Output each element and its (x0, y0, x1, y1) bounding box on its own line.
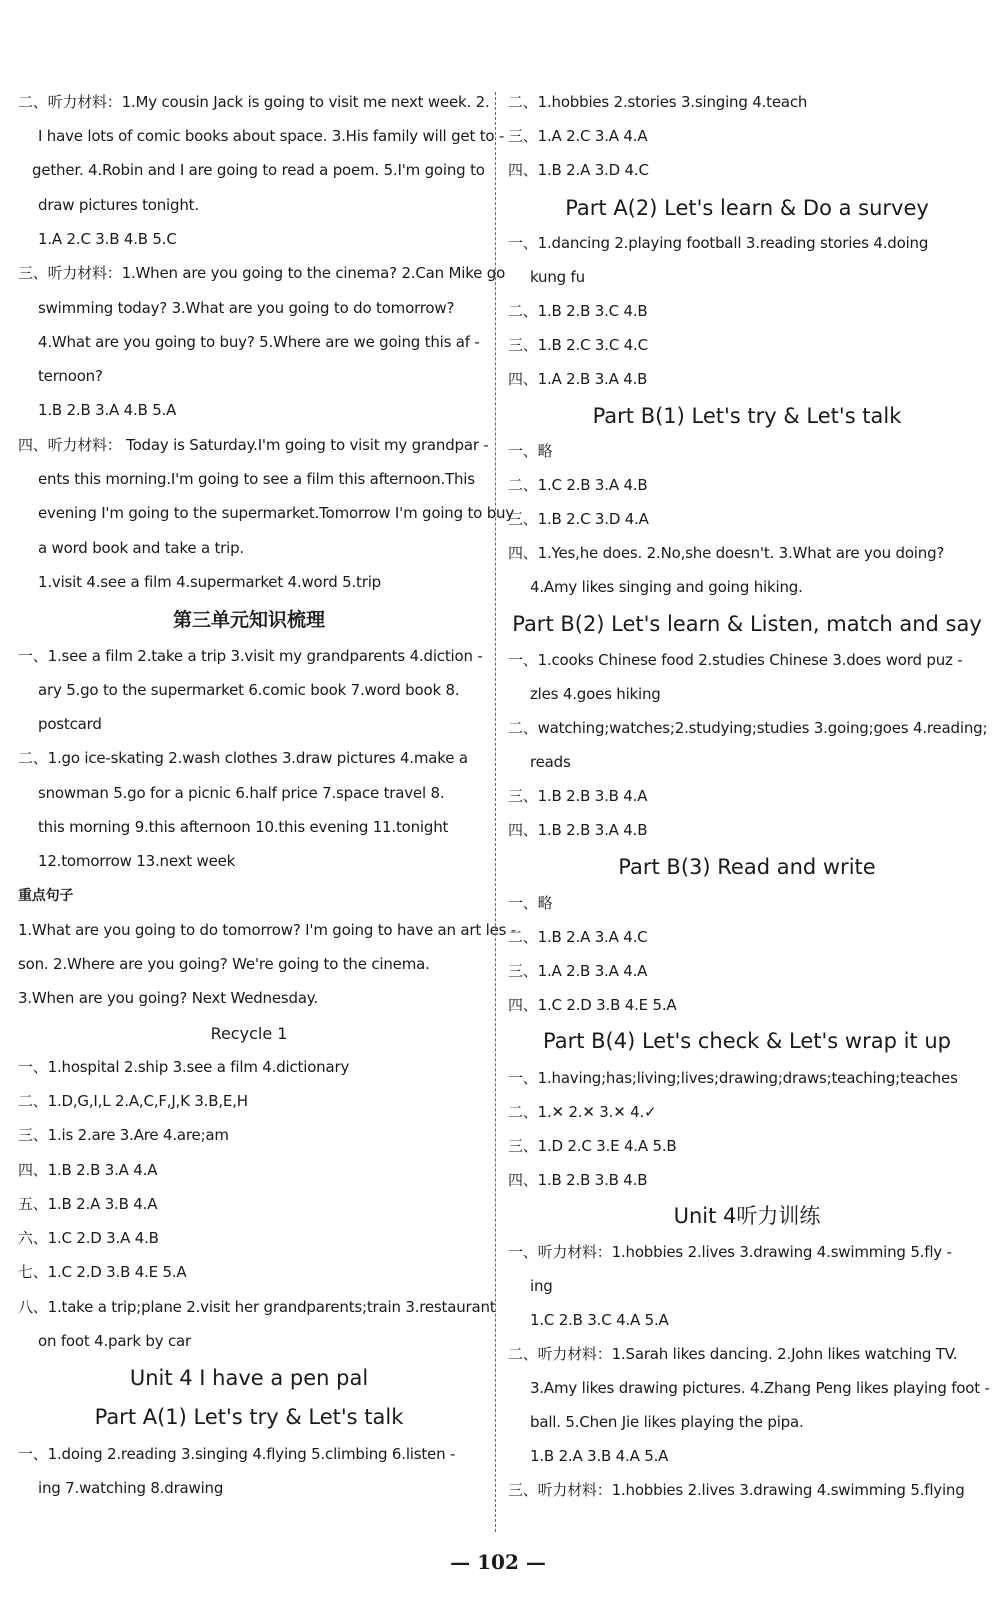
column-divider (495, 92, 496, 1532)
text-line: 3.When are you going? Next Wednesday. (18, 989, 318, 1007)
answer-line: 1.visit 4.see a film 4.supermarket 4.word 5.trip (38, 573, 381, 591)
text-line: ball. 5.Chen Jie likes playing the pipa. (530, 1413, 804, 1431)
section-heading-unit4-listening: Unit 4听力训练 (673, 1204, 821, 1228)
answer-line: 二、1.D,G,I,L 2.A,C,F,J,K 3.B,E,H (18, 1092, 248, 1110)
text-line: this morning 9.this afternoon 10.this evening 11.tonight (38, 818, 449, 836)
text-line: son. 2.Where are you going? We're going to the cinema. (18, 955, 430, 973)
answer-line: 二、watching;watches;2.studying;studies 3.going;goes 4.reading; (508, 719, 988, 737)
answer-line: 三、1.A 2.C 3.A 4.A (508, 127, 648, 145)
text-line: 三、听力材料：1.hobbies 2.lives 3.drawing 4.swimming 5.flying (508, 1481, 965, 1499)
text-line: ary 5.go to the supermarket 6.comic book 7.word book 8. (38, 681, 460, 699)
answer-line: 4.Amy likes singing and going hiking. (530, 578, 803, 596)
key-sentences-label: 重点句子 (18, 888, 74, 904)
text-line: 二、1.go ice-skating 2.wash clothes 3.draw pictures 4.make a (18, 749, 468, 767)
text-line: snowman 5.go for a picnic 6.half price 7.space travel 8. (38, 784, 445, 802)
text-line: 二、听力材料：1.My cousin Jack is going to visit me next week. 2. (18, 93, 490, 111)
text-line: 4.What are you going to buy? 5.Where are we going this af - (38, 333, 480, 351)
text-line: 12.tomorrow 13.next week (38, 852, 236, 870)
text-line: ing (530, 1277, 553, 1295)
section-heading-part-b4: Part B(4) Let's check & Let's wrap it up (543, 1029, 951, 1053)
text-line: ternoon? (38, 367, 103, 385)
text-line: ents this morning.I'm going to see a film this afternoon.This (38, 470, 475, 488)
text-line: gether. 4.Robin and I are going to read a poem. 5.I'm going to (32, 161, 485, 179)
answer-line: 三、1.A 2.B 3.A 4.A (508, 962, 648, 980)
answer-line: 二、1.✕ 2.✕ 3.✕ 4.✓ (508, 1103, 657, 1121)
section-heading-unit4: Unit 4 I have a pen pal (129, 1366, 369, 1390)
answer-line: 四、1.C 2.D 3.B 4.E 5.A (508, 996, 677, 1014)
text-line: a word book and take a trip. (38, 539, 245, 557)
text-line: 四、听力材料： Today is Saturday.I'm going to visit my grandpar - (18, 436, 489, 454)
answer-line: 四、1.B 2.B 3.A 4.B (508, 821, 648, 839)
answer-line: 三、1.B 2.C 3.D 4.A (508, 510, 649, 528)
answer-line: 三、1.B 2.B 3.B 4.A (508, 787, 648, 805)
text-line: 1.What are you going to do tomorrow? I'm going to have an art les - (18, 921, 517, 939)
answer-line: 1.B 2.B 3.A 4.B 5.A (38, 401, 177, 419)
section-heading-part-a1: Part A(1) Let's try & Let's talk (94, 1405, 404, 1429)
answer-line: 一、1.hospital 2.ship 3.see a film 4.dictionary (18, 1058, 350, 1076)
text-line: 一、1.see a film 2.take a trip 3.visit my grandparents 4.diction - (18, 647, 483, 665)
answer-line: ing 7.watching 8.drawing (38, 1479, 224, 1497)
text-line: evening I'm going to the supermarket.Tomorrow I'm going to buy (38, 504, 515, 522)
answer-line: 一、1.having;has;living;lives;drawing;draws;teaching;teaches (508, 1069, 958, 1087)
answer-line: 三、1.D 2.C 3.E 4.A 5.B (508, 1137, 677, 1155)
answer-line: 1.A 2.C 3.B 4.B 5.C (38, 230, 177, 248)
page-number: — 102 — (450, 1550, 546, 1574)
answer-line: 四、1.A 2.B 3.A 4.B (508, 370, 648, 388)
section-heading-part-b1: Part B(1) Let's try & Let's talk (592, 404, 902, 428)
answer-line: reads (530, 753, 571, 771)
text-line: I have lots of comic books about space. 3.His family will get to - (38, 127, 505, 145)
answer-line: 四、1.Yes,he does. 2.No,she doesn't. 3.What are you doing? (508, 544, 945, 562)
answer-line: 1.C 2.B 3.C 4.A 5.A (530, 1311, 669, 1329)
text-line: swimming today? 3.What are you going to do tomorrow? (38, 299, 455, 317)
text-line: 二、听力材料：1.Sarah likes dancing. 2.John likes watching TV. (508, 1345, 958, 1363)
answer-line: 二、1.hobbies 2.stories 3.singing 4.teach (508, 93, 808, 111)
section-heading-part-a2: Part A(2) Let's learn & Do a survey (565, 196, 929, 220)
answer-line: 二、1.B 2.A 3.A 4.C (508, 928, 648, 946)
answer-line: 四、1.B 2.B 3.B 4.B (508, 1171, 648, 1189)
answer-line: 1.B 2.A 3.B 4.A 5.A (530, 1447, 669, 1465)
answer-line: 二、1.B 2.B 3.C 4.B (508, 302, 648, 320)
answer-line: 一、略 (508, 442, 553, 460)
text-line: 3.Amy likes drawing pictures. 4.Zhang Peng likes playing foot - (530, 1379, 990, 1397)
answer-line: 一、1.dancing 2.playing football 3.reading stories 4.doing (508, 234, 929, 252)
answer-line: 一、略 (508, 894, 553, 912)
text-line: draw pictures tonight. (38, 196, 199, 214)
text-line: 三、听力材料：1.When are you going to the cinema? 2.Can Mike go (18, 264, 506, 282)
answer-line: 三、1.B 2.C 3.C 4.C (508, 336, 648, 354)
answer-line: 四、1.B 2.B 3.A 4.A (18, 1161, 158, 1179)
answer-line: 五、1.B 2.A 3.B 4.A (18, 1195, 158, 1213)
answer-line: 四、1.B 2.A 3.D 4.C (508, 161, 649, 179)
text-line: postcard (38, 715, 102, 733)
answer-line: zles 4.goes hiking (530, 685, 661, 703)
text-line: 一、听力材料：1.hobbies 2.lives 3.drawing 4.swimming 5.fly - (508, 1243, 952, 1261)
section-heading-part-b3: Part B(3) Read and write (618, 855, 876, 879)
section-heading-recycle: Recycle 1 (210, 1024, 288, 1043)
answer-line: 一、1.doing 2.reading 3.singing 4.flying 5.climbing 6.listen - (18, 1445, 456, 1463)
answer-line: 一、1.cooks Chinese food 2.studies Chinese 3.does word puz - (508, 651, 963, 669)
answer-line: 七、1.C 2.D 3.B 4.E 5.A (18, 1263, 187, 1281)
answer-line: on foot 4.park by car (38, 1332, 191, 1350)
answer-line: kung fu (530, 268, 585, 286)
section-heading-part-b2: Part B(2) Let's learn & Listen, match and say (512, 612, 982, 636)
answer-line: 二、1.C 2.B 3.A 4.B (508, 476, 648, 494)
answer-line: 三、1.is 2.are 3.Are 4.are;am (18, 1126, 229, 1144)
answer-line: 六、1.C 2.D 3.A 4.B (18, 1229, 159, 1247)
answer-line: 八、1.take a trip;plane 2.visit her grandparents;train 3.restaurant (18, 1298, 496, 1316)
section-heading-unit3: 第三单元知识梳理 (172, 609, 325, 631)
